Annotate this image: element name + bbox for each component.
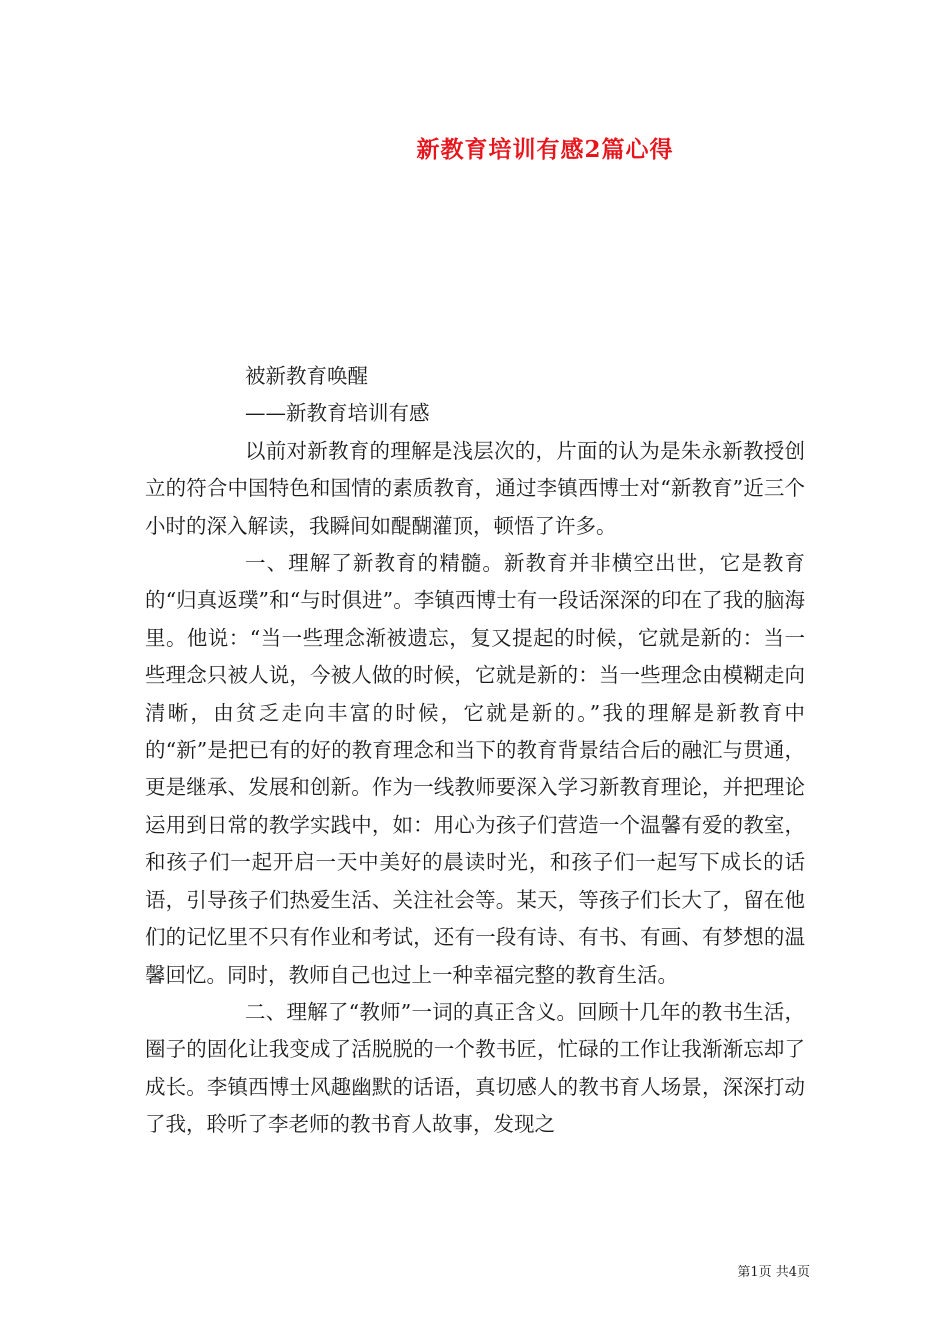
paragraph: 二、理解了“教师”一词的真正含义。回顾十几年的教书生活，圈子的固化让我变成了活脱脱的一个教书匠，忙碌的工作让我渐渐忘却了成长。李镇西博士风趣幽默的话语，真切感人的教书育人场景，深深打动了我，聆听了李老师的教书育人故事，发现之: [145, 999, 805, 1137]
essay-title: 被新教育唤醒: [245, 364, 368, 388]
document-title: 新教育培训有感2篇心得: [416, 136, 674, 163]
document-body: [145, 358, 805, 1144]
paragraph: 以前对新教育的理解是浅层次的，片面的认为是朱永新教授创立的符合中国特色和国情的素质教育，通过李镇西博士对“新教育”近三个小时的深入解读，我瞬间如醍醐灌顶，顿悟了许多。: [145, 438, 805, 538]
essay-subtitle: ——新教育培训有感: [245, 401, 430, 426]
page-number-footer: 第1页 共4页: [737, 1265, 810, 1280]
paragraph: 一、理解了新教育的精髓。新教育并非横空出世，它是教育的“归真返璞”和“与时俱进”。李镇西博士有一段话深深的印在了我的脑海里。他说：“当一些理念渐被遗忘，复又提起的时候，它就是新的：当一些理念只被人说，今被人做的时候，它就是新的：当一些理念由模糊走向清晰，由贫乏走向丰富的时候，它就是新的。”我的理解是新教育中的“新”是把已有的好的教育理念和当下的教育背景结合后的融汇与贯通，更是继承、发展和创新。作为一线教师要深入学习新教育理论，并把理论运用到日常的教学实践中，如：用心为孩子们营造一个温馨有爱的教室，和孩子们一起开启一天中美好的晨读时光，和孩子们一起写下成长的话语，引导孩子们热爱生活、关注社会等。某天，等孩子们长大了，留在他们的记忆里不只有作业和考试，还有一段有诗、有书、有画、有梦想的温馨回忆。同时，教师自己也过上一种幸福完整的教育生活。: [145, 551, 805, 987]
